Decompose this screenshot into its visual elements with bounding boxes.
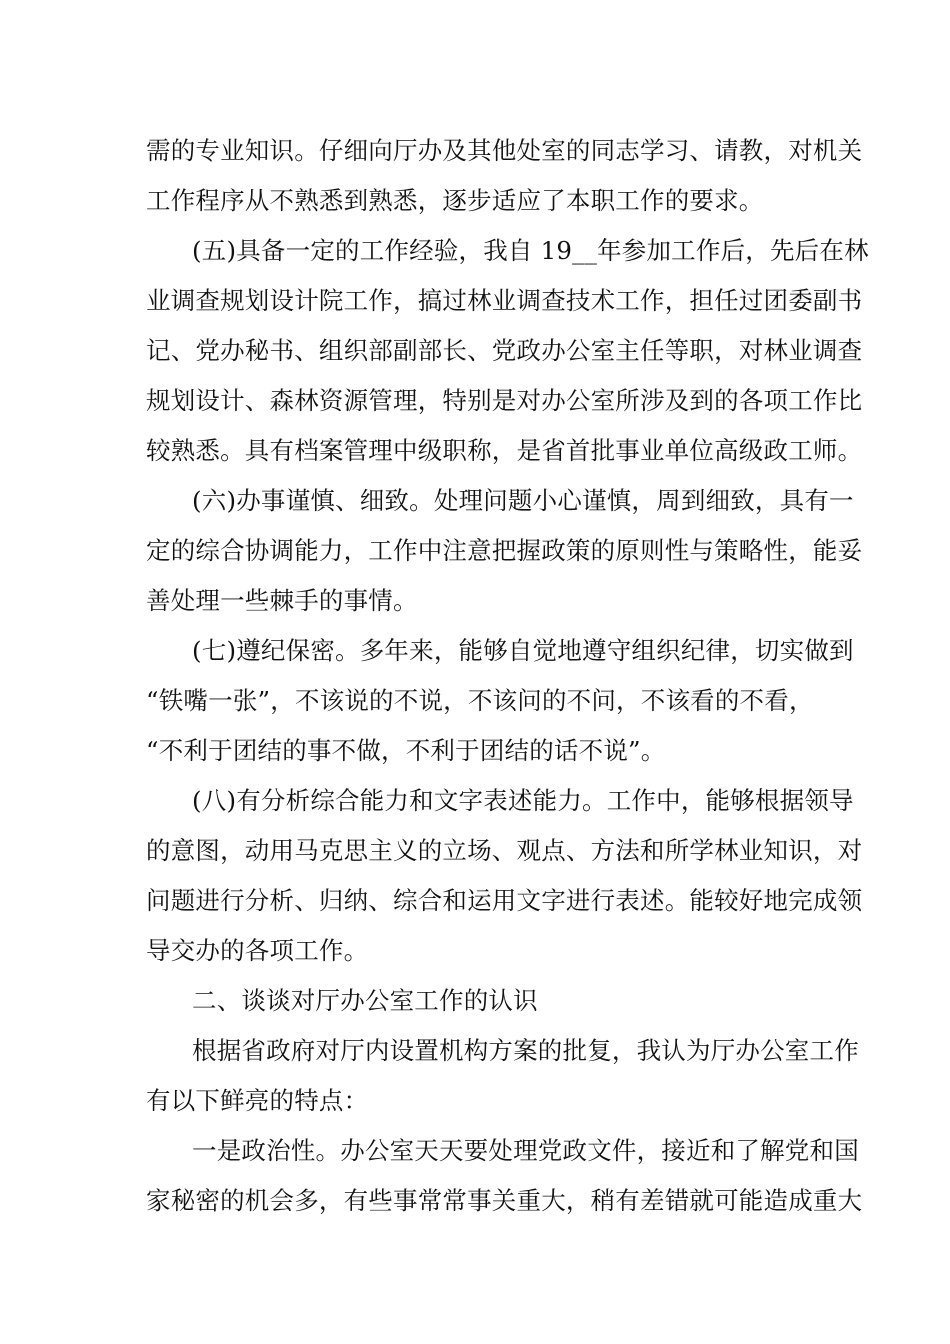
text-line: 较熟悉。具有档案管理中级职称，是省首批事业单位高级政工师。 — [146, 436, 863, 465]
text-line: 需的专业知识。仔细向厅办及其他处室的同志学习、请教，对机关 — [146, 136, 863, 165]
text-line: (七)遵纪保密。多年来，能够自觉地遵守组织纪律，切实做到 — [192, 636, 854, 665]
text-line: 业调查规划设计院工作，搞过林业调查技术工作，担任过团委副书 — [146, 286, 863, 315]
text-line: 善处理一些棘手的事情。 — [146, 586, 418, 615]
text-line: 问题进行分析、归纳、综合和运用文字进行表述。能较好地完成领 — [146, 886, 863, 915]
text-line: (六)办事谨慎、细致。处理问题小心谨慎，周到细致，具有一 — [192, 486, 854, 515]
text-line: 的意图，动用马克思主义的立场、观点、方法和所学林业知识，对 — [146, 836, 863, 865]
text-line: 家秘密的机会多，有些事常常事关重大，稍有差错就可能造成重大 — [146, 1186, 863, 1215]
text-line: 记、党办秘书、组织部副部长、党政办公室主任等职，对林业调查 — [146, 336, 863, 365]
text-line: 有以下鲜亮的特点： — [146, 1086, 369, 1115]
section-heading: 二、谈谈对厅办公室工作的认识 — [192, 986, 538, 1015]
text-line: “铁嘴一张”，不该说的不说，不该问的不问，不该看的不看， — [146, 686, 814, 715]
text-line: 规划设计、森林资源管理，特别是对办公室所涉及到的各项工作比 — [146, 386, 863, 415]
text-line: 根据省政府对厅内设置机构方案的批复，我认为厅办公室工作 — [192, 1036, 859, 1065]
text-line: (五)具备一定的工作经验，我自 19__年参加工作后，先后在林 — [192, 236, 869, 265]
text-line: 一是政治性。办公室天天要处理党政文件，接近和了解党和国 — [192, 1136, 859, 1165]
text-line: 定的综合协调能力，工作中注意把握政策的原则性与策略性，能妥 — [146, 536, 863, 565]
text-line: “不利于团结的事不做，不利于团结的话不说”。 — [146, 736, 666, 765]
text-line: (八)有分析综合能力和文字表述能力。工作中，能够根据领导 — [192, 786, 854, 815]
text-line: 工作程序从不熟悉到熟悉，逐步适应了本职工作的要求。 — [146, 186, 764, 215]
document-body — [146, 126, 869, 1226]
text-line: 导交办的各项工作。 — [146, 936, 369, 965]
